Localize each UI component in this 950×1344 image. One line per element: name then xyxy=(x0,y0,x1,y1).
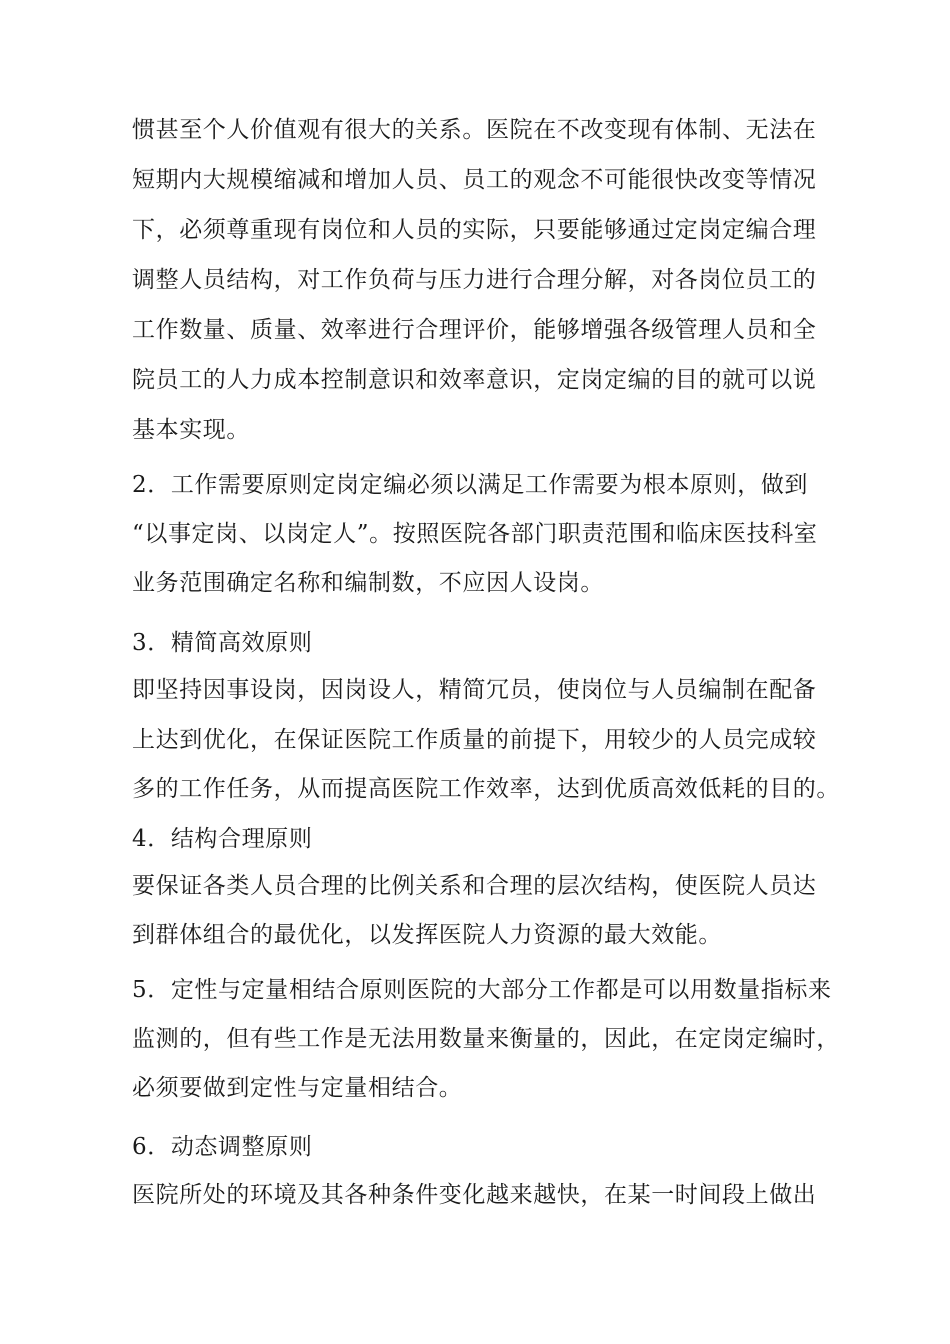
text-line: 要保证各类人员合理的比例关系和合理的层次结构，使医院人员达 xyxy=(132,873,817,899)
text-line: 下，必须尊重现有岗位和人员的实际，只要能够通过定岗定编合理 xyxy=(132,217,817,243)
text-line: 院员工的人力成本控制意识和效率意识，定岗定编的目的就可以说 xyxy=(132,367,817,393)
section-heading: 4．结构合理原则 xyxy=(132,826,313,852)
text-line: 多的工作任务，从而提高医院工作效率，达到优质高效低耗的目的。 xyxy=(132,776,840,802)
text-line: “以事定岗、以岗定人”。按照医院各部门职责范围和临床医技科室 xyxy=(132,521,818,547)
text-line: 上达到优化，在保证医院工作质量的前提下，用较少的人员完成较 xyxy=(132,727,817,753)
section-heading: 6．动态调整原则 xyxy=(132,1134,313,1160)
text-line: 2．工作需要原则定岗定编必须以满足工作需要为根本原则，做到 xyxy=(132,472,809,498)
text-line: 工作数量、质量、效率进行合理评价，能够增强各级管理人员和全 xyxy=(132,317,817,343)
text-line: 即坚持因事设岗，因岗设人，精简冗员，使岗位与人员编制在配备 xyxy=(132,677,817,703)
text-line: 医院所处的环境及其各种条件变化越来越快，在某一时间段上做出 xyxy=(132,1182,817,1208)
text-line: 监测的，但有些工作是无法用数量来衡量的，因此，在定岗定编时， xyxy=(132,1026,840,1052)
text-line: 业务范围确定名称和编制数，不应因人设岗。 xyxy=(132,570,604,596)
text-line: 调整人员结构，对工作负荷与压力进行合理分解，对各岗位员工的 xyxy=(132,267,817,293)
text-line: 5．定性与定量相结合原则医院的大部分工作都是可以用数量指标来 xyxy=(132,977,832,1003)
text-line: 基本实现。 xyxy=(132,417,250,443)
section-heading: 3．精简高效原则 xyxy=(132,630,313,656)
text-line: 必须要做到定性与定量相结合。 xyxy=(132,1075,463,1101)
text-line: 到群体组合的最优化，以发挥医院人力资源的最大效能。 xyxy=(132,922,722,948)
text-line: 短期内大规模缩减和增加人员、员工的观念不可能很快改变等情况 xyxy=(132,167,817,193)
text-line: 惯甚至个人价值观有很大的关系。医院在不改变现有体制、无法在 xyxy=(132,117,817,143)
